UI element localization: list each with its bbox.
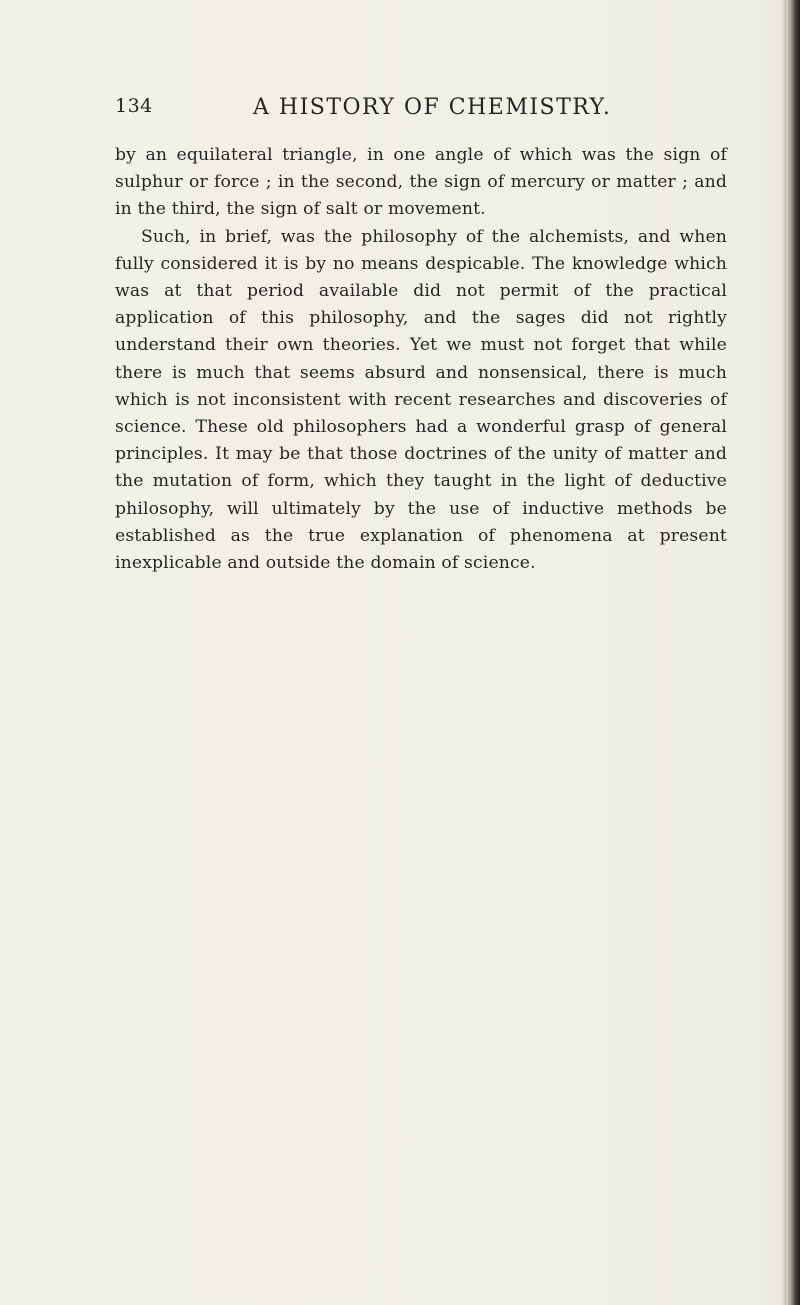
paragraph-continued: by an equilateral triangle, in one angle of which was the sign of sulphur or force ; in the second, the sign of mercury or matter ; and in the third, the sign of salt or movement. xyxy=(115,145,727,220)
page-number: 134 xyxy=(115,95,153,117)
page-binding-edge xyxy=(786,0,800,1305)
running-title: A HISTORY OF CHEMISTRY. xyxy=(253,95,612,120)
body-text xyxy=(115,142,727,577)
paragraph: Such, in brief, was the philosophy of the alchemists, and when fully considered it is by no means despicable. The knowledge which was at that period available did not permit of the practical application of this philosophy, and the sages did not rightly understand their own theories. Yet we must not forget that while there is much that seems absurd and nonsensical, there is much which is not inconsistent with recent researches and discoveries of science. These old philosophers had a wonderful grasp of general principles. It may be that those doctrines of the unity of matter and the mutation of form, which they taught in the light of deductive philosophy, will ultimately by the use of inductive methods be established as the true explanation of phenomena at present inexplicable and outside the domain of science. xyxy=(115,226,727,574)
running-head xyxy=(115,95,735,123)
